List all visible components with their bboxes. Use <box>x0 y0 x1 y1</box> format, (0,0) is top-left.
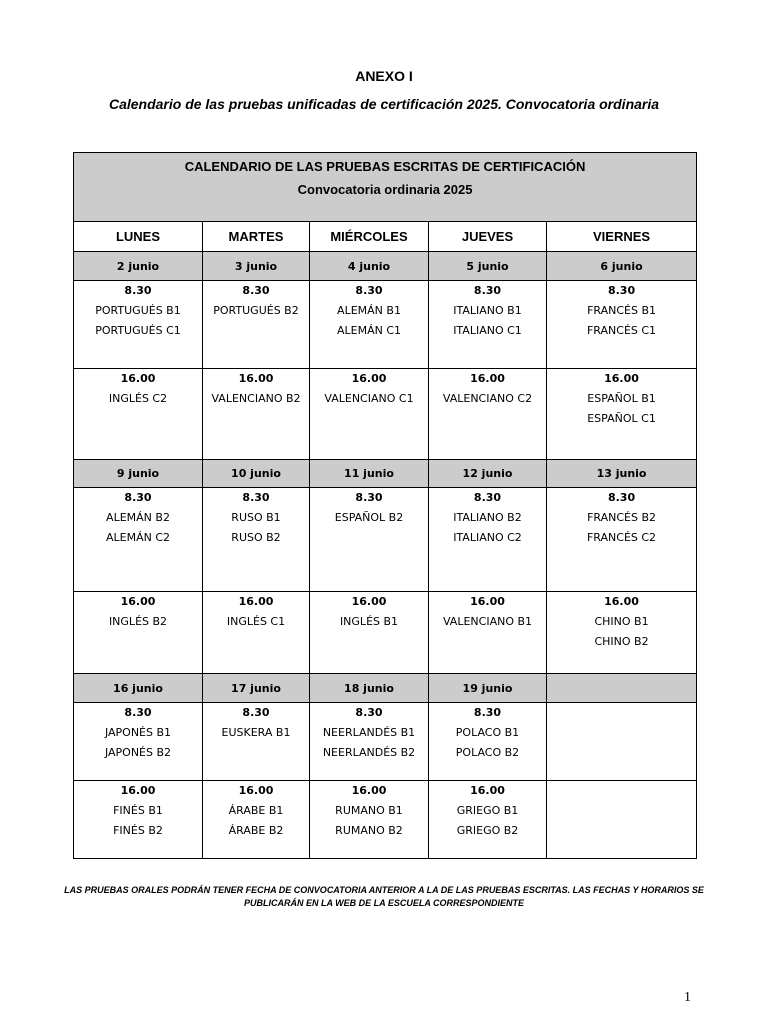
exam-name: FRANCÉS C1 <box>586 324 657 337</box>
exam-time: 16.00 <box>238 372 274 385</box>
morning-session-row <box>74 281 697 369</box>
exam-name: PORTUGUÉS B2 <box>213 304 299 317</box>
exam-name: NEERLANDÉS B1 <box>322 726 416 739</box>
exam-time: 16.00 <box>120 595 156 608</box>
document-subtitle: Calendario de las pruebas unificadas de certificación 2025. Convocatoria ordinaria <box>108 96 660 112</box>
exam-time: 16.00 <box>351 784 387 797</box>
exam-name: CHINO B2 <box>594 635 649 648</box>
exam-cell <box>310 488 429 592</box>
exam-time: 16.00 <box>351 595 387 608</box>
exam-name: NEERLANDÉS B2 <box>322 746 416 759</box>
afternoon-session-row <box>74 369 697 460</box>
exam-time: 16.00 <box>604 595 639 608</box>
exam-name: FRANCÉS B1 <box>587 304 656 317</box>
exam-cell <box>203 369 310 460</box>
exam-name: RUMANO B1 <box>335 804 403 817</box>
exam-name: POLACO B1 <box>455 726 520 739</box>
exam-time: 16.00 <box>470 372 505 385</box>
exam-name: INGLÉS B1 <box>339 615 399 628</box>
exam-cell <box>310 592 429 674</box>
exam-cell <box>310 703 429 781</box>
exam-cell <box>547 592 697 674</box>
exam-calendar-table <box>73 152 697 859</box>
document-title: ANEXO I <box>355 68 413 84</box>
exam-time: 8.30 <box>355 491 383 504</box>
exam-name: VALENCIANO C2 <box>442 392 533 405</box>
exam-name: ESPAÑOL C1 <box>587 412 656 425</box>
exam-cell <box>74 703 203 781</box>
date-cell: 4 junio <box>310 252 429 281</box>
exam-time: 8.30 <box>473 284 502 297</box>
date-cell: 9 junio <box>74 460 203 488</box>
exam-time: 8.30 <box>607 491 636 504</box>
date-cell: 13 junio <box>547 460 697 488</box>
weekday-cell: JUEVES <box>429 222 547 252</box>
exam-name: FRANCÉS C2 <box>586 531 657 544</box>
table-header <box>74 153 697 222</box>
exam-cell <box>547 488 697 592</box>
exam-name: ÁRABE B1 <box>228 804 284 817</box>
exam-time: 8.30 <box>242 491 270 504</box>
exam-name: JAPONÉS B1 <box>104 726 172 739</box>
exam-cell <box>547 281 697 369</box>
date-cell: 18 junio <box>310 674 429 703</box>
exam-time: 8.30 <box>124 491 152 504</box>
exam-name: ITALIANO B2 <box>453 511 522 524</box>
weekday-row <box>74 222 697 252</box>
exam-time: 8.30 <box>473 491 502 504</box>
exam-time: 16.00 <box>120 784 156 797</box>
exam-cell <box>429 592 547 674</box>
weekday-cell: LUNES <box>74 222 203 252</box>
exam-time: 16.00 <box>470 784 505 797</box>
exam-name: ESPAÑOL B1 <box>587 392 656 405</box>
table-header-title: CALENDARIO DE LAS PRUEBAS ESCRITAS DE CERTIFICACIÓN <box>184 159 586 174</box>
exam-time: 16.00 <box>604 372 639 385</box>
exam-time: 16.00 <box>120 372 156 385</box>
weekday-cell: VIERNES <box>547 222 697 252</box>
exam-time: 8.30 <box>242 284 270 297</box>
exam-cell <box>429 488 547 592</box>
exam-cell <box>310 781 429 859</box>
exam-name: ALEMÁN C1 <box>336 324 402 337</box>
exam-name: PORTUGUÉS C1 <box>95 324 181 337</box>
exam-cell <box>547 781 697 859</box>
exam-name: ESPAÑOL B2 <box>334 511 404 524</box>
exam-cell <box>74 369 203 460</box>
exam-name: VALENCIANO C1 <box>324 392 414 405</box>
weekday-cell: MIÉRCOLES <box>310 222 429 252</box>
afternoon-session-row <box>74 592 697 674</box>
exam-cell <box>547 703 697 781</box>
exam-name: ITALIANO B1 <box>453 304 522 317</box>
exam-cell <box>310 369 429 460</box>
exam-name: ALEMÁN C2 <box>105 531 171 544</box>
exam-name: INGLÉS B2 <box>108 615 168 628</box>
exam-name: ALEMÁN B2 <box>106 511 170 524</box>
exam-name: ALEMÁN B1 <box>337 304 401 317</box>
exam-name: INGLÉS C2 <box>108 392 168 405</box>
exam-time: 16.00 <box>351 372 387 385</box>
exam-cell <box>74 781 203 859</box>
footer-note: LAS PRUEBAS ORALES PODRÁN TENER FECHA DE CONVOCATORIA ANTERIOR A LA DE LAS PRUEBAS ESCRITAS. LAS FECHAS Y HORARIOS SE PUBLICARÁN EN LA WEB DE LA ESCUELA CORRESPONDIENTE <box>64 885 704 908</box>
exam-time: 8.30 <box>607 284 636 297</box>
exam-name: ITALIANO C2 <box>453 531 522 544</box>
date-cell: 3 junio <box>203 252 310 281</box>
exam-cell <box>429 703 547 781</box>
date-cell: 19 junio <box>429 674 547 703</box>
page-number: 1 <box>684 990 691 1005</box>
exam-cell <box>74 281 203 369</box>
exam-cell <box>203 281 310 369</box>
afternoon-session-row <box>74 781 697 859</box>
exam-cell <box>547 369 697 460</box>
date-cell: 6 junio <box>547 252 697 281</box>
exam-name: RUSO B1 <box>231 511 281 524</box>
exam-name: POLACO B2 <box>455 746 520 759</box>
exam-cell <box>429 781 547 859</box>
exam-cell <box>203 703 310 781</box>
exam-cell <box>203 592 310 674</box>
exam-name: FINÉS B1 <box>113 804 163 817</box>
date-cell: 12 junio <box>429 460 547 488</box>
exam-time: 8.30 <box>124 706 152 719</box>
date-row <box>74 674 697 703</box>
exam-name: INGLÉS C1 <box>226 615 286 628</box>
date-cell: 11 junio <box>310 460 429 488</box>
exam-cell <box>203 488 310 592</box>
exam-cell <box>429 281 547 369</box>
exam-time: 16.00 <box>470 595 505 608</box>
exam-time: 8.30 <box>242 706 270 719</box>
exam-time: 16.00 <box>238 784 274 797</box>
weekday-cell: MARTES <box>203 222 310 252</box>
exam-cell <box>310 281 429 369</box>
exam-name: RUMANO B2 <box>335 824 403 837</box>
exam-name: EUSKERA B1 <box>221 726 291 739</box>
exam-name: VALENCIANO B1 <box>442 615 533 628</box>
morning-session-row <box>74 488 697 592</box>
exam-name: GRIEGO B2 <box>456 824 519 837</box>
date-cell: 2 junio <box>74 252 203 281</box>
exam-time: 16.00 <box>238 595 274 608</box>
exam-name: FINÉS B2 <box>113 824 163 837</box>
exam-name: RUSO B2 <box>231 531 281 544</box>
exam-time: 8.30 <box>355 706 383 719</box>
date-row <box>74 460 697 488</box>
morning-session-row <box>74 703 697 781</box>
date-row <box>74 252 697 281</box>
table-header-subtitle: Convocatoria ordinaria 2025 <box>297 182 473 197</box>
exam-cell <box>74 488 203 592</box>
date-cell: 16 junio <box>74 674 203 703</box>
exam-name: FRANCÉS B2 <box>587 511 656 524</box>
exam-name: ÁRABE B2 <box>228 824 284 837</box>
exam-cell <box>74 592 203 674</box>
exam-cell <box>429 369 547 460</box>
exam-name: PORTUGUÉS B1 <box>95 304 181 317</box>
exam-name: CHINO B1 <box>594 615 649 628</box>
exam-name: ITALIANO C1 <box>453 324 522 337</box>
exam-time: 8.30 <box>473 706 502 719</box>
exam-name: JAPONÉS B2 <box>104 746 172 759</box>
date-cell: 10 junio <box>203 460 310 488</box>
exam-cell <box>203 781 310 859</box>
exam-time: 8.30 <box>124 284 152 297</box>
date-cell: 5 junio <box>429 252 547 281</box>
exam-name: VALENCIANO B2 <box>211 392 301 405</box>
date-cell <box>547 674 697 703</box>
exam-time: 8.30 <box>355 284 383 297</box>
date-cell: 17 junio <box>203 674 310 703</box>
exam-name: GRIEGO B1 <box>456 804 519 817</box>
